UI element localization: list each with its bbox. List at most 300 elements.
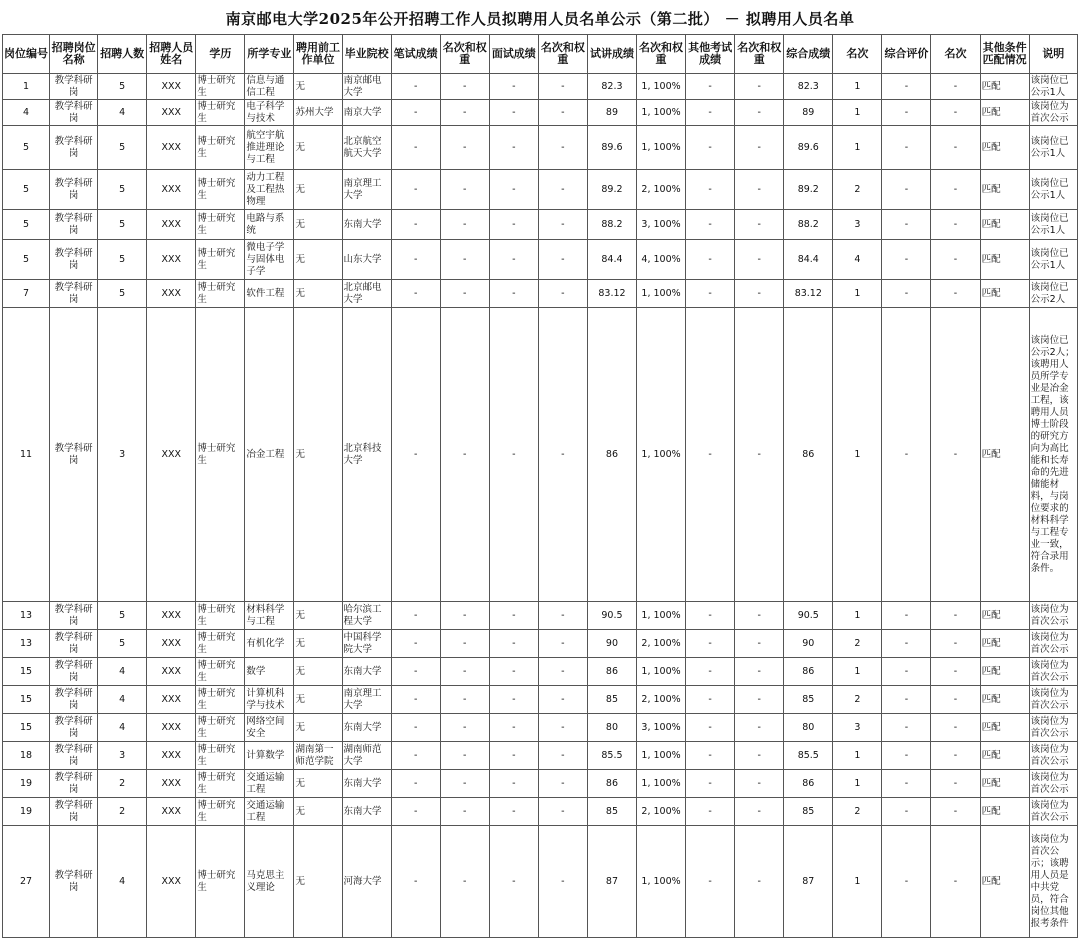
position-id-cell[interactable]: 5 (3, 170, 50, 210)
major-cell[interactable]: 马克思主义理论 (245, 826, 294, 938)
interview-score-cell[interactable]: - (489, 770, 538, 798)
education-cell[interactable]: 博士研究生 (196, 602, 245, 630)
position-name-cell[interactable]: 教学科研岗 (50, 686, 98, 714)
interview-rank-cell[interactable]: - (538, 602, 587, 630)
interview-score-cell[interactable]: - (489, 826, 538, 938)
trial-lecture-score-cell[interactable]: 86 (587, 770, 636, 798)
total-rank-cell[interactable]: 1 (833, 100, 882, 126)
education-cell[interactable]: 博士研究生 (196, 240, 245, 280)
remarks-cell[interactable]: 该岗位为首次公示 (1029, 798, 1077, 826)
evaluation-cell[interactable]: - (882, 280, 931, 308)
interview-score-cell[interactable]: - (489, 798, 538, 826)
education-cell[interactable]: 博士研究生 (196, 686, 245, 714)
written-rank-cell[interactable]: - (440, 826, 489, 938)
other-exam-rank-cell[interactable]: - (735, 714, 784, 742)
major-cell[interactable]: 数学 (245, 658, 294, 686)
candidate-name-cell[interactable]: XXX (147, 658, 196, 686)
total-rank-cell[interactable]: 1 (833, 308, 882, 602)
trial-lecture-rank-cell[interactable]: 4, 100% (637, 240, 686, 280)
match-status-cell[interactable]: 匹配 (980, 240, 1029, 280)
candidate-name-cell[interactable]: XXX (147, 714, 196, 742)
position-name-cell[interactable]: 教学科研岗 (50, 826, 98, 938)
remarks-cell[interactable]: 该岗位为首次公示 (1029, 658, 1077, 686)
hire-count-cell[interactable]: 2 (98, 770, 147, 798)
trial-lecture-score-cell[interactable]: 86 (587, 308, 636, 602)
trial-lecture-rank-cell[interactable]: 1, 100% (637, 74, 686, 100)
position-name-cell[interactable]: 教学科研岗 (50, 210, 98, 240)
education-cell[interactable]: 博士研究生 (196, 280, 245, 308)
other-exam-score-cell[interactable]: - (686, 714, 735, 742)
written-rank-cell[interactable]: - (440, 714, 489, 742)
position-name-cell[interactable]: 教学科研岗 (50, 658, 98, 686)
other-exam-rank-cell[interactable]: - (735, 100, 784, 126)
evaluation-rank-cell[interactable]: - (931, 308, 980, 602)
major-cell[interactable]: 动力工程及工程热物理 (245, 170, 294, 210)
education-cell[interactable]: 博士研究生 (196, 126, 245, 170)
other-exam-score-cell[interactable]: - (686, 798, 735, 826)
other-exam-rank-cell[interactable]: - (735, 126, 784, 170)
candidate-name-cell[interactable]: XXX (147, 308, 196, 602)
evaluation-cell[interactable]: - (882, 630, 931, 658)
remarks-cell[interactable]: 该岗位已公示2人 (1029, 280, 1077, 308)
total-score-cell[interactable]: 85 (784, 686, 833, 714)
interview-rank-cell[interactable]: - (538, 308, 587, 602)
total-rank-cell[interactable]: 1 (833, 280, 882, 308)
written-rank-cell[interactable]: - (440, 658, 489, 686)
written-rank-cell[interactable]: - (440, 280, 489, 308)
interview-rank-cell[interactable]: - (538, 126, 587, 170)
evaluation-cell[interactable]: - (882, 210, 931, 240)
written-score-cell[interactable]: - (391, 630, 440, 658)
remarks-cell[interactable]: 该岗位已公示2人；该聘用人员所学专业是冶金工程，该聘用人员博士阶段的研究方向为高比能和长寿命的先进储能材料，与岗位要求的材料科学与工程专业一致，符合录用条件。 (1029, 308, 1077, 602)
total-rank-cell[interactable]: 1 (833, 658, 882, 686)
hire-count-cell[interactable]: 2 (98, 798, 147, 826)
other-exam-score-cell[interactable]: - (686, 826, 735, 938)
evaluation-rank-cell[interactable]: - (931, 798, 980, 826)
education-cell[interactable]: 博士研究生 (196, 74, 245, 100)
remarks-cell[interactable]: 该岗位为首次公示 (1029, 714, 1077, 742)
graduate-school-cell[interactable]: 北京邮电大学 (342, 280, 391, 308)
evaluation-rank-cell[interactable]: - (931, 714, 980, 742)
previous-employer-cell[interactable]: 湖南第一师范学院 (294, 742, 342, 770)
position-name-cell[interactable]: 教学科研岗 (50, 240, 98, 280)
position-id-cell[interactable]: 15 (3, 686, 50, 714)
hire-count-cell[interactable]: 4 (98, 100, 147, 126)
remarks-cell[interactable]: 该岗位为首次公示 (1029, 686, 1077, 714)
position-id-cell[interactable]: 19 (3, 770, 50, 798)
written-rank-cell[interactable]: - (440, 170, 489, 210)
trial-lecture-rank-cell[interactable]: 1, 100% (637, 280, 686, 308)
major-cell[interactable]: 有机化学 (245, 630, 294, 658)
position-id-cell[interactable]: 18 (3, 742, 50, 770)
written-score-cell[interactable]: - (391, 126, 440, 170)
graduate-school-cell[interactable]: 东南大学 (342, 770, 391, 798)
graduate-school-cell[interactable]: 北京航空航天大学 (342, 126, 391, 170)
trial-lecture-score-cell[interactable]: 89.6 (587, 126, 636, 170)
position-id-cell[interactable]: 7 (3, 280, 50, 308)
trial-lecture-rank-cell[interactable]: 1, 100% (637, 658, 686, 686)
other-exam-rank-cell[interactable]: - (735, 742, 784, 770)
written-rank-cell[interactable]: - (440, 100, 489, 126)
interview-rank-cell[interactable]: - (538, 280, 587, 308)
trial-lecture-score-cell[interactable]: 87 (587, 826, 636, 938)
graduate-school-cell[interactable]: 南京邮电大学 (342, 74, 391, 100)
match-status-cell[interactable]: 匹配 (980, 170, 1029, 210)
interview-score-cell[interactable]: - (489, 74, 538, 100)
interview-rank-cell[interactable]: - (538, 170, 587, 210)
previous-employer-cell[interactable]: 无 (294, 826, 342, 938)
written-score-cell[interactable]: - (391, 280, 440, 308)
remarks-cell[interactable]: 该岗位为首次公示 (1029, 742, 1077, 770)
evaluation-rank-cell[interactable]: - (931, 826, 980, 938)
interview-score-cell[interactable]: - (489, 686, 538, 714)
graduate-school-cell[interactable]: 河海大学 (342, 826, 391, 938)
other-exam-score-cell[interactable]: - (686, 630, 735, 658)
evaluation-rank-cell[interactable]: - (931, 742, 980, 770)
major-cell[interactable]: 电子科学与技术 (245, 100, 294, 126)
previous-employer-cell[interactable]: 无 (294, 714, 342, 742)
remarks-cell[interactable]: 该岗位为首次公示 (1029, 630, 1077, 658)
hire-count-cell[interactable]: 5 (98, 602, 147, 630)
hire-count-cell[interactable]: 4 (98, 714, 147, 742)
hire-count-cell[interactable]: 4 (98, 658, 147, 686)
candidate-name-cell[interactable]: XXX (147, 280, 196, 308)
trial-lecture-score-cell[interactable]: 85.5 (587, 742, 636, 770)
other-exam-rank-cell[interactable]: - (735, 686, 784, 714)
other-exam-score-cell[interactable]: - (686, 280, 735, 308)
trial-lecture-score-cell[interactable]: 85 (587, 798, 636, 826)
graduate-school-cell[interactable]: 东南大学 (342, 658, 391, 686)
interview-score-cell[interactable]: - (489, 126, 538, 170)
written-score-cell[interactable]: - (391, 74, 440, 100)
evaluation-rank-cell[interactable]: - (931, 74, 980, 100)
position-name-cell[interactable]: 教学科研岗 (50, 798, 98, 826)
other-exam-score-cell[interactable]: - (686, 686, 735, 714)
interview-rank-cell[interactable]: - (538, 630, 587, 658)
position-id-cell[interactable]: 11 (3, 308, 50, 602)
graduate-school-cell[interactable]: 北京科技大学 (342, 308, 391, 602)
trial-lecture-rank-cell[interactable]: 1, 100% (637, 308, 686, 602)
education-cell[interactable]: 博士研究生 (196, 210, 245, 240)
evaluation-rank-cell[interactable]: - (931, 686, 980, 714)
total-score-cell[interactable]: 85 (784, 798, 833, 826)
remarks-cell[interactable]: 该岗位已公示1人 (1029, 170, 1077, 210)
written-rank-cell[interactable]: - (440, 630, 489, 658)
candidate-name-cell[interactable]: XXX (147, 170, 196, 210)
other-exam-score-cell[interactable]: - (686, 770, 735, 798)
total-score-cell[interactable]: 87 (784, 826, 833, 938)
position-name-cell[interactable]: 教学科研岗 (50, 126, 98, 170)
position-id-cell[interactable]: 13 (3, 602, 50, 630)
written-score-cell[interactable]: - (391, 686, 440, 714)
education-cell[interactable]: 博士研究生 (196, 714, 245, 742)
other-exam-score-cell[interactable]: - (686, 742, 735, 770)
written-rank-cell[interactable]: - (440, 742, 489, 770)
position-id-cell[interactable]: 19 (3, 798, 50, 826)
position-id-cell[interactable]: 5 (3, 240, 50, 280)
candidate-name-cell[interactable]: XXX (147, 126, 196, 170)
total-score-cell[interactable]: 88.2 (784, 210, 833, 240)
position-id-cell[interactable]: 27 (3, 826, 50, 938)
position-name-cell[interactable]: 教学科研岗 (50, 742, 98, 770)
written-rank-cell[interactable]: - (440, 210, 489, 240)
hire-count-cell[interactable]: 4 (98, 686, 147, 714)
graduate-school-cell[interactable]: 东南大学 (342, 798, 391, 826)
other-exam-score-cell[interactable]: - (686, 658, 735, 686)
written-score-cell[interactable]: - (391, 742, 440, 770)
total-rank-cell[interactable]: 1 (833, 602, 882, 630)
written-score-cell[interactable]: - (391, 602, 440, 630)
candidate-name-cell[interactable]: XXX (147, 770, 196, 798)
interview-rank-cell[interactable]: - (538, 770, 587, 798)
previous-employer-cell[interactable]: 无 (294, 602, 342, 630)
graduate-school-cell[interactable]: 南京理工大学 (342, 170, 391, 210)
previous-employer-cell[interactable]: 无 (294, 658, 342, 686)
graduate-school-cell[interactable]: 东南大学 (342, 210, 391, 240)
interview-rank-cell[interactable]: - (538, 74, 587, 100)
other-exam-score-cell[interactable]: - (686, 100, 735, 126)
candidate-name-cell[interactable]: XXX (147, 630, 196, 658)
previous-employer-cell[interactable]: 无 (294, 798, 342, 826)
interview-score-cell[interactable]: - (489, 100, 538, 126)
evaluation-cell[interactable]: - (882, 74, 931, 100)
major-cell[interactable]: 材料科学与工程 (245, 602, 294, 630)
written-score-cell[interactable]: - (391, 798, 440, 826)
other-exam-score-cell[interactable]: - (686, 602, 735, 630)
written-rank-cell[interactable]: - (440, 126, 489, 170)
total-score-cell[interactable]: 85.5 (784, 742, 833, 770)
major-cell[interactable]: 航空宇航推进理论与工程 (245, 126, 294, 170)
graduate-school-cell[interactable]: 南京大学 (342, 100, 391, 126)
trial-lecture-score-cell[interactable]: 83.12 (587, 280, 636, 308)
interview-score-cell[interactable]: - (489, 658, 538, 686)
interview-score-cell[interactable]: - (489, 210, 538, 240)
total-rank-cell[interactable]: 2 (833, 686, 882, 714)
written-score-cell[interactable]: - (391, 240, 440, 280)
trial-lecture-rank-cell[interactable]: 1, 100% (637, 770, 686, 798)
evaluation-cell[interactable]: - (882, 714, 931, 742)
interview-score-cell[interactable]: - (489, 280, 538, 308)
other-exam-rank-cell[interactable]: - (735, 170, 784, 210)
hire-count-cell[interactable]: 5 (98, 210, 147, 240)
trial-lecture-rank-cell[interactable]: 1, 100% (637, 742, 686, 770)
position-name-cell[interactable]: 教学科研岗 (50, 170, 98, 210)
trial-lecture-rank-cell[interactable]: 2, 100% (637, 798, 686, 826)
remarks-cell[interactable]: 该岗位为首次公示 (1029, 602, 1077, 630)
education-cell[interactable]: 博士研究生 (196, 100, 245, 126)
education-cell[interactable]: 博士研究生 (196, 308, 245, 602)
graduate-school-cell[interactable]: 山东大学 (342, 240, 391, 280)
evaluation-rank-cell[interactable]: - (931, 210, 980, 240)
remarks-cell[interactable]: 该岗位已公示1人 (1029, 126, 1077, 170)
match-status-cell[interactable]: 匹配 (980, 100, 1029, 126)
candidate-name-cell[interactable]: XXX (147, 686, 196, 714)
major-cell[interactable]: 交通运输工程 (245, 798, 294, 826)
remarks-cell[interactable]: 该岗位已公示1人 (1029, 74, 1077, 100)
interview-rank-cell[interactable]: - (538, 100, 587, 126)
major-cell[interactable]: 计算数学 (245, 742, 294, 770)
evaluation-rank-cell[interactable]: - (931, 100, 980, 126)
position-name-cell[interactable]: 教学科研岗 (50, 100, 98, 126)
other-exam-rank-cell[interactable]: - (735, 602, 784, 630)
interview-score-cell[interactable]: - (489, 714, 538, 742)
match-status-cell[interactable]: 匹配 (980, 714, 1029, 742)
position-id-cell[interactable]: 5 (3, 210, 50, 240)
other-exam-rank-cell[interactable]: - (735, 280, 784, 308)
interview-score-cell[interactable]: - (489, 240, 538, 280)
interview-score-cell[interactable]: - (489, 170, 538, 210)
evaluation-cell[interactable]: - (882, 742, 931, 770)
major-cell[interactable]: 交通运输工程 (245, 770, 294, 798)
written-score-cell[interactable]: - (391, 770, 440, 798)
position-id-cell[interactable]: 15 (3, 714, 50, 742)
total-rank-cell[interactable]: 1 (833, 74, 882, 100)
previous-employer-cell[interactable]: 无 (294, 630, 342, 658)
match-status-cell[interactable]: 匹配 (980, 798, 1029, 826)
education-cell[interactable]: 博士研究生 (196, 798, 245, 826)
hire-count-cell[interactable]: 3 (98, 742, 147, 770)
evaluation-cell[interactable]: - (882, 798, 931, 826)
written-score-cell[interactable]: - (391, 714, 440, 742)
trial-lecture-score-cell[interactable]: 90 (587, 630, 636, 658)
hire-count-cell[interactable]: 4 (98, 826, 147, 938)
hire-count-cell[interactable]: 3 (98, 308, 147, 602)
trial-lecture-score-cell[interactable]: 85 (587, 686, 636, 714)
major-cell[interactable]: 信息与通信工程 (245, 74, 294, 100)
evaluation-cell[interactable]: - (882, 308, 931, 602)
graduate-school-cell[interactable]: 湖南师范大学 (342, 742, 391, 770)
trial-lecture-score-cell[interactable]: 80 (587, 714, 636, 742)
interview-score-cell[interactable]: - (489, 602, 538, 630)
other-exam-score-cell[interactable]: - (686, 126, 735, 170)
interview-rank-cell[interactable]: - (538, 826, 587, 938)
other-exam-rank-cell[interactable]: - (735, 74, 784, 100)
evaluation-cell[interactable]: - (882, 658, 931, 686)
interview-rank-cell[interactable]: - (538, 742, 587, 770)
match-status-cell[interactable]: 匹配 (980, 630, 1029, 658)
previous-employer-cell[interactable]: 无 (294, 240, 342, 280)
remarks-cell[interactable]: 该岗位已公示1人 (1029, 240, 1077, 280)
evaluation-rank-cell[interactable]: - (931, 280, 980, 308)
interview-rank-cell[interactable]: - (538, 210, 587, 240)
candidate-name-cell[interactable]: XXX (147, 826, 196, 938)
interview-rank-cell[interactable]: - (538, 686, 587, 714)
evaluation-rank-cell[interactable]: - (931, 770, 980, 798)
previous-employer-cell[interactable]: 无 (294, 74, 342, 100)
evaluation-cell[interactable]: - (882, 770, 931, 798)
candidate-name-cell[interactable]: XXX (147, 240, 196, 280)
candidate-name-cell[interactable]: XXX (147, 602, 196, 630)
other-exam-score-cell[interactable]: - (686, 240, 735, 280)
interview-score-cell[interactable]: - (489, 630, 538, 658)
position-id-cell[interactable]: 15 (3, 658, 50, 686)
trial-lecture-score-cell[interactable]: 86 (587, 658, 636, 686)
other-exam-rank-cell[interactable]: - (735, 308, 784, 602)
graduate-school-cell[interactable]: 东南大学 (342, 714, 391, 742)
major-cell[interactable]: 电路与系统 (245, 210, 294, 240)
position-name-cell[interactable]: 教学科研岗 (50, 74, 98, 100)
evaluation-rank-cell[interactable]: - (931, 658, 980, 686)
written-rank-cell[interactable]: - (440, 798, 489, 826)
hire-count-cell[interactable]: 5 (98, 74, 147, 100)
written-score-cell[interactable]: - (391, 210, 440, 240)
hire-count-cell[interactable]: 5 (98, 126, 147, 170)
total-score-cell[interactable]: 80 (784, 714, 833, 742)
trial-lecture-score-cell[interactable]: 90.5 (587, 602, 636, 630)
total-rank-cell[interactable]: 3 (833, 714, 882, 742)
trial-lecture-rank-cell[interactable]: 3, 100% (637, 714, 686, 742)
total-rank-cell[interactable]: 1 (833, 742, 882, 770)
education-cell[interactable]: 博士研究生 (196, 770, 245, 798)
other-exam-score-cell[interactable]: - (686, 170, 735, 210)
position-name-cell[interactable]: 教学科研岗 (50, 602, 98, 630)
previous-employer-cell[interactable]: 无 (294, 210, 342, 240)
position-id-cell[interactable]: 1 (3, 74, 50, 100)
position-name-cell[interactable]: 教学科研岗 (50, 308, 98, 602)
position-id-cell[interactable]: 13 (3, 630, 50, 658)
written-rank-cell[interactable]: - (440, 308, 489, 602)
total-score-cell[interactable]: 90.5 (784, 602, 833, 630)
remarks-cell[interactable]: 该岗位为首次公示 (1029, 770, 1077, 798)
written-score-cell[interactable]: - (391, 170, 440, 210)
match-status-cell[interactable]: 匹配 (980, 280, 1029, 308)
graduate-school-cell[interactable]: 中国科学院大学 (342, 630, 391, 658)
match-status-cell[interactable]: 匹配 (980, 742, 1029, 770)
trial-lecture-rank-cell[interactable]: 1, 100% (637, 826, 686, 938)
other-exam-rank-cell[interactable]: - (735, 770, 784, 798)
written-rank-cell[interactable]: - (440, 686, 489, 714)
interview-rank-cell[interactable]: - (538, 240, 587, 280)
remarks-cell[interactable]: 该岗位为首次公示 (1029, 100, 1077, 126)
total-rank-cell[interactable]: 2 (833, 170, 882, 210)
graduate-school-cell[interactable]: 哈尔滨工程大学 (342, 602, 391, 630)
total-score-cell[interactable]: 89 (784, 100, 833, 126)
previous-employer-cell[interactable]: 无 (294, 308, 342, 602)
interview-rank-cell[interactable]: - (538, 798, 587, 826)
written-score-cell[interactable]: - (391, 658, 440, 686)
written-score-cell[interactable]: - (391, 308, 440, 602)
trial-lecture-rank-cell[interactable]: 2, 100% (637, 170, 686, 210)
major-cell[interactable]: 微电子学与固体电子学 (245, 240, 294, 280)
education-cell[interactable]: 博士研究生 (196, 630, 245, 658)
match-status-cell[interactable]: 匹配 (980, 770, 1029, 798)
match-status-cell[interactable]: 匹配 (980, 658, 1029, 686)
total-score-cell[interactable]: 82.3 (784, 74, 833, 100)
education-cell[interactable]: 博士研究生 (196, 170, 245, 210)
other-exam-rank-cell[interactable]: - (735, 210, 784, 240)
total-rank-cell[interactable]: 1 (833, 826, 882, 938)
education-cell[interactable]: 博士研究生 (196, 658, 245, 686)
total-rank-cell[interactable]: 2 (833, 798, 882, 826)
position-name-cell[interactable]: 教学科研岗 (50, 714, 98, 742)
other-exam-score-cell[interactable]: - (686, 74, 735, 100)
trial-lecture-score-cell[interactable]: 88.2 (587, 210, 636, 240)
previous-employer-cell[interactable]: 无 (294, 686, 342, 714)
written-rank-cell[interactable]: - (440, 602, 489, 630)
evaluation-cell[interactable]: - (882, 686, 931, 714)
match-status-cell[interactable]: 匹配 (980, 126, 1029, 170)
major-cell[interactable]: 计算机科学与技术 (245, 686, 294, 714)
written-score-cell[interactable]: - (391, 100, 440, 126)
evaluation-cell[interactable]: - (882, 240, 931, 280)
trial-lecture-rank-cell[interactable]: 1, 100% (637, 602, 686, 630)
evaluation-rank-cell[interactable]: - (931, 602, 980, 630)
interview-rank-cell[interactable]: - (538, 658, 587, 686)
match-status-cell[interactable]: 匹配 (980, 308, 1029, 602)
written-rank-cell[interactable]: - (440, 770, 489, 798)
position-id-cell[interactable]: 4 (3, 100, 50, 126)
trial-lecture-rank-cell[interactable]: 2, 100% (637, 686, 686, 714)
